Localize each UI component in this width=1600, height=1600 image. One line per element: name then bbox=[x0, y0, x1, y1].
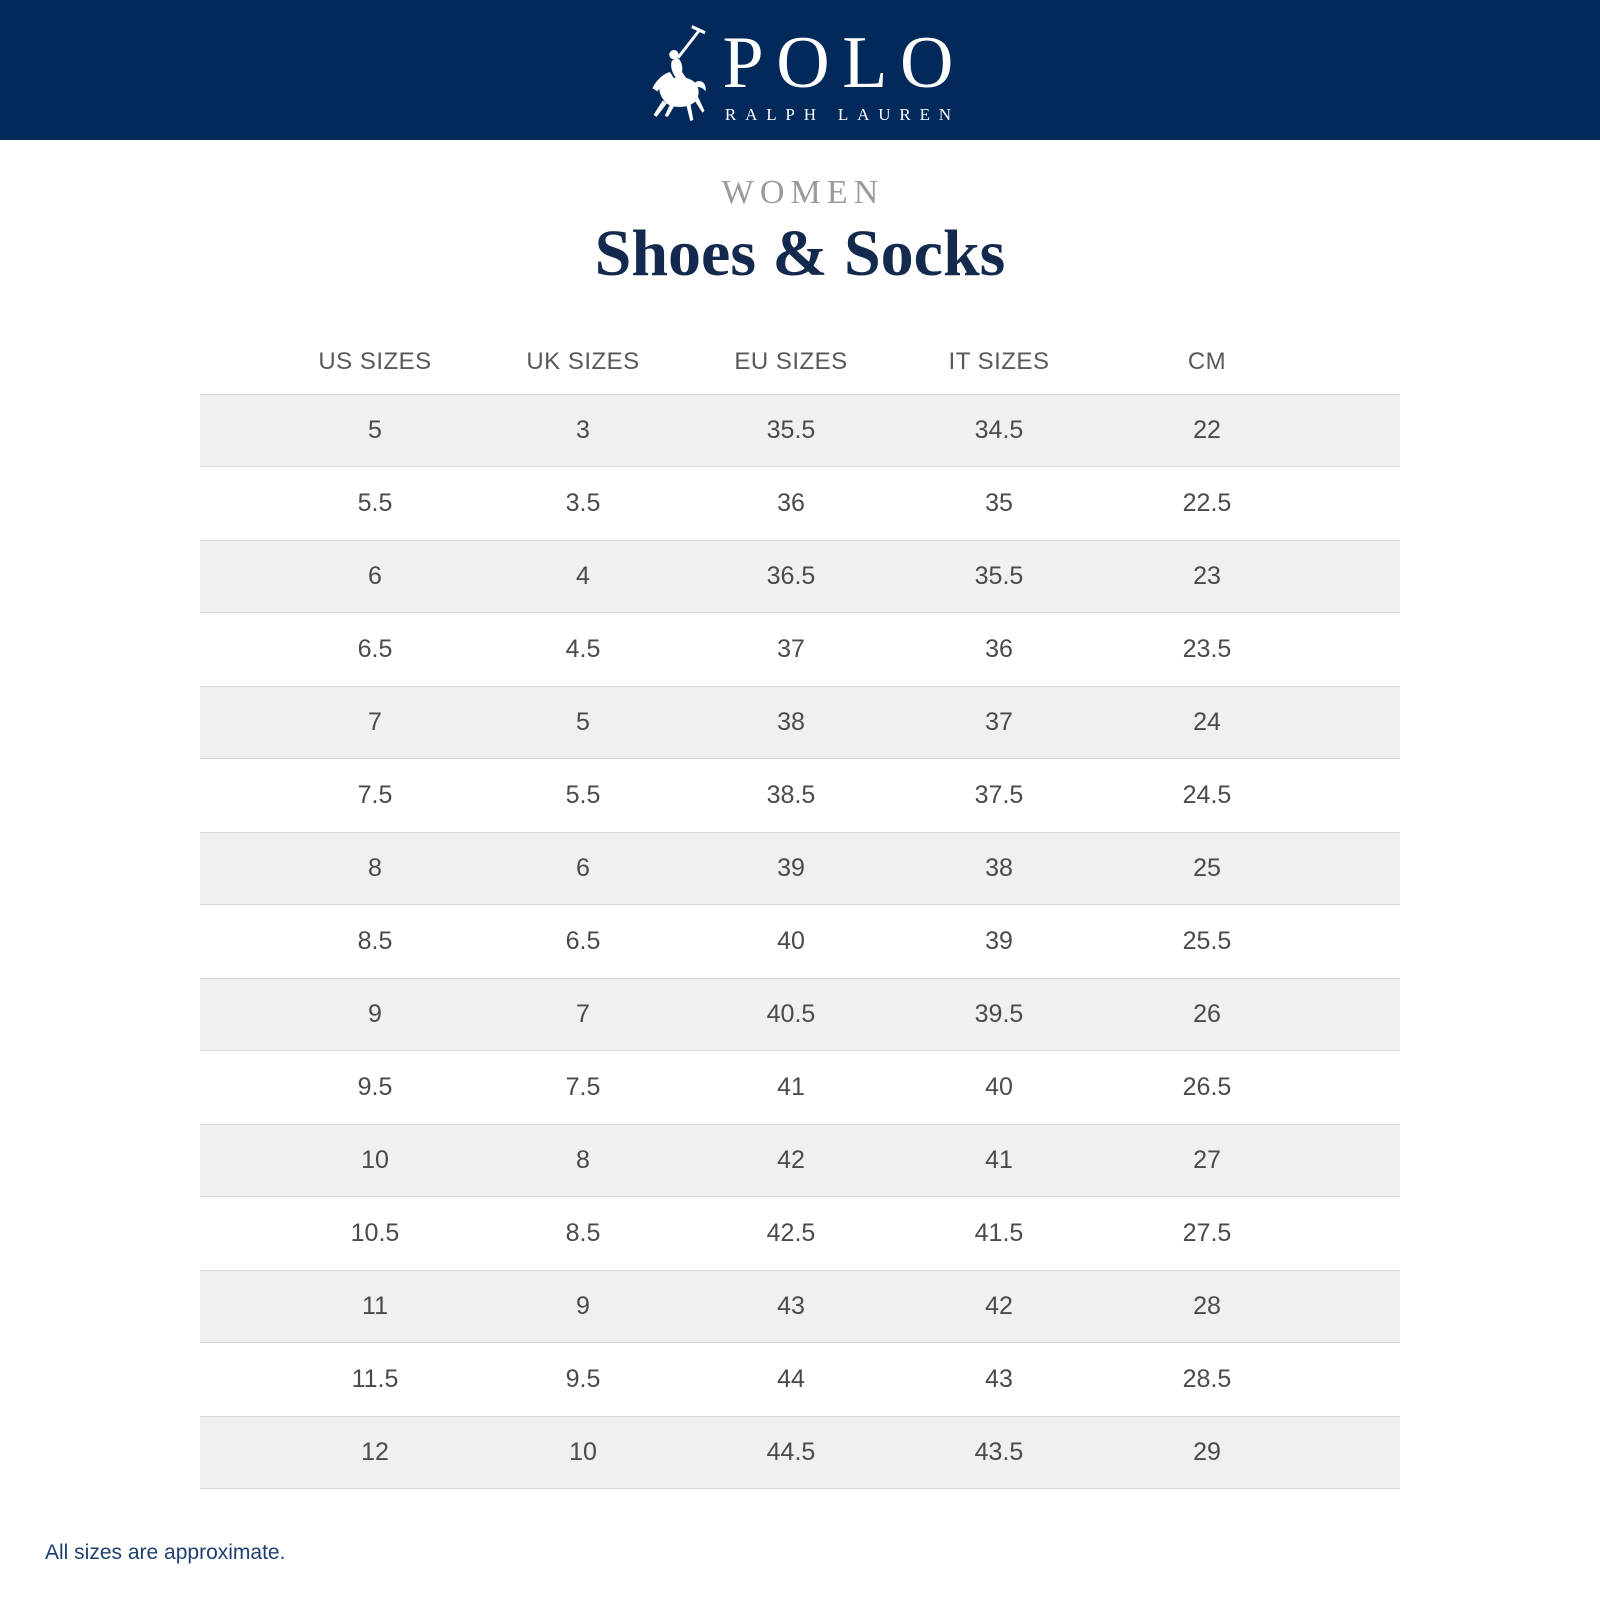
brand-subname: RALPH LAUREN bbox=[724, 104, 960, 124]
cell-eu-size: 37 bbox=[777, 635, 805, 663]
table-row bbox=[200, 686, 1400, 759]
table-row bbox=[200, 978, 1400, 1051]
size-chart-table bbox=[200, 330, 1400, 1489]
table-row bbox=[200, 1416, 1400, 1489]
table-row bbox=[200, 467, 1400, 540]
cell-us-size: 5.5 bbox=[357, 489, 393, 517]
cell-it-size: 39.5 bbox=[974, 1000, 1024, 1028]
cell-cm: 24 bbox=[1193, 708, 1221, 736]
table-row bbox=[200, 905, 1400, 978]
cell-eu-size: 38 bbox=[777, 708, 805, 736]
cell-uk-size: 5 bbox=[576, 708, 590, 736]
cell-uk-size: 3.5 bbox=[565, 489, 601, 517]
cell-uk-size: 8 bbox=[576, 1146, 590, 1174]
cell-it-size: 43 bbox=[985, 1365, 1013, 1393]
table-body bbox=[200, 394, 1400, 1489]
cell-eu-size: 39 bbox=[777, 854, 805, 882]
cell-uk-size: 3 bbox=[576, 416, 590, 444]
cell-it-size: 43.5 bbox=[974, 1438, 1024, 1466]
cell-us-size: 10 bbox=[361, 1146, 389, 1174]
cell-eu-size: 36.5 bbox=[766, 562, 816, 590]
cell-us-size: 8.5 bbox=[357, 927, 393, 955]
table-row bbox=[200, 1270, 1400, 1343]
cell-it-size: 40 bbox=[985, 1073, 1013, 1101]
table-row bbox=[200, 1124, 1400, 1197]
cell-it-size: 41 bbox=[985, 1146, 1013, 1174]
cell-cm: 27.5 bbox=[1182, 1219, 1232, 1247]
cell-us-size: 7.5 bbox=[357, 781, 393, 809]
cell-us-size: 11.5 bbox=[351, 1365, 399, 1393]
cell-us-size: 12 bbox=[361, 1438, 389, 1466]
cell-eu-size: 42.5 bbox=[766, 1219, 816, 1247]
cell-it-size: 37 bbox=[985, 708, 1013, 736]
cell-eu-size: 38.5 bbox=[766, 781, 816, 809]
cell-it-size: 35 bbox=[985, 489, 1013, 517]
cell-cm: 23.5 bbox=[1182, 635, 1232, 663]
cell-cm: 25 bbox=[1193, 854, 1221, 882]
cell-cm: 29 bbox=[1193, 1438, 1221, 1466]
cell-eu-size: 42 bbox=[777, 1146, 805, 1174]
brand-wordmark bbox=[722, 22, 967, 125]
cell-cm: 22.5 bbox=[1182, 489, 1232, 517]
cell-it-size: 39 bbox=[985, 927, 1013, 955]
cell-us-size: 8 bbox=[368, 854, 382, 882]
footnote: All sizes are approximate. bbox=[45, 1541, 286, 1564]
cell-uk-size: 7.5 bbox=[565, 1073, 601, 1101]
cell-it-size: 42 bbox=[985, 1292, 1013, 1320]
cell-uk-size: 4.5 bbox=[565, 635, 601, 663]
cell-cm: 26.5 bbox=[1182, 1073, 1232, 1101]
table-row bbox=[200, 1051, 1400, 1124]
polo-player-icon bbox=[647, 21, 709, 123]
cell-uk-size: 9 bbox=[576, 1292, 590, 1320]
size-chart-content bbox=[0, 174, 1600, 1565]
cell-us-size: 5 bbox=[368, 416, 382, 444]
cell-uk-size: 9.5 bbox=[565, 1365, 601, 1393]
cell-eu-size: 36 bbox=[777, 489, 805, 517]
cell-it-size: 41.5 bbox=[974, 1219, 1024, 1247]
table-header-row bbox=[200, 330, 1400, 394]
cell-cm: 22 bbox=[1193, 416, 1221, 444]
page-title: Shoes & Socks bbox=[594, 217, 1006, 290]
cell-eu-size: 44 bbox=[777, 1365, 805, 1393]
brand-name: POLO bbox=[722, 22, 967, 105]
cell-uk-size: 10 bbox=[569, 1438, 597, 1466]
cell-eu-size: 40 bbox=[777, 927, 805, 955]
cell-cm: 27 bbox=[1193, 1146, 1221, 1174]
cell-uk-size: 5.5 bbox=[565, 781, 601, 809]
cell-it-size: 36 bbox=[985, 635, 1013, 663]
column-header-it-sizes: IT SIZES bbox=[948, 348, 1050, 375]
cell-us-size: 10.5 bbox=[350, 1219, 400, 1247]
table-row bbox=[200, 613, 1400, 686]
cell-cm: 28.5 bbox=[1182, 1365, 1232, 1393]
cell-cm: 26 bbox=[1193, 1000, 1221, 1028]
cell-us-size: 6.5 bbox=[357, 635, 393, 663]
table-row bbox=[200, 1343, 1400, 1416]
cell-uk-size: 6.5 bbox=[565, 927, 601, 955]
cell-cm: 28 bbox=[1193, 1292, 1221, 1320]
cell-cm: 25.5 bbox=[1182, 927, 1232, 955]
column-header-cm: CM bbox=[1187, 348, 1227, 375]
cell-it-size: 38 bbox=[985, 854, 1013, 882]
column-header-uk-sizes: UK SIZES bbox=[526, 348, 640, 375]
table-row bbox=[200, 759, 1400, 832]
cell-us-size: 9.5 bbox=[357, 1073, 393, 1101]
cell-cm: 24.5 bbox=[1182, 781, 1232, 809]
cell-eu-size: 43 bbox=[777, 1292, 805, 1320]
polo-ralph-lauren-logo bbox=[647, 15, 967, 125]
cell-eu-size: 41 bbox=[777, 1073, 805, 1101]
cell-us-size: 7 bbox=[368, 708, 382, 736]
cell-us-size: 6 bbox=[368, 562, 382, 590]
category-label: WOMEN bbox=[721, 174, 885, 211]
column-header-eu-sizes: EU SIZES bbox=[734, 348, 848, 375]
cell-us-size: 11 bbox=[362, 1292, 388, 1320]
column-header-us-sizes: US SIZES bbox=[318, 348, 432, 375]
cell-uk-size: 7 bbox=[576, 1000, 590, 1028]
cell-uk-size: 6 bbox=[576, 854, 590, 882]
cell-uk-size: 8.5 bbox=[565, 1219, 601, 1247]
cell-eu-size: 35.5 bbox=[766, 416, 816, 444]
cell-eu-size: 40.5 bbox=[766, 1000, 816, 1028]
cell-eu-size: 44.5 bbox=[766, 1438, 816, 1466]
cell-it-size: 35.5 bbox=[974, 562, 1024, 590]
cell-cm: 23 bbox=[1193, 562, 1221, 590]
table-row bbox=[200, 540, 1400, 613]
table-row bbox=[200, 832, 1400, 905]
table-row bbox=[200, 1197, 1400, 1270]
cell-it-size: 34.5 bbox=[974, 416, 1024, 444]
cell-it-size: 37.5 bbox=[974, 781, 1024, 809]
brand-header bbox=[0, 0, 1600, 140]
table-row bbox=[200, 394, 1400, 467]
cell-us-size: 9 bbox=[368, 1000, 382, 1028]
cell-uk-size: 4 bbox=[576, 562, 590, 590]
